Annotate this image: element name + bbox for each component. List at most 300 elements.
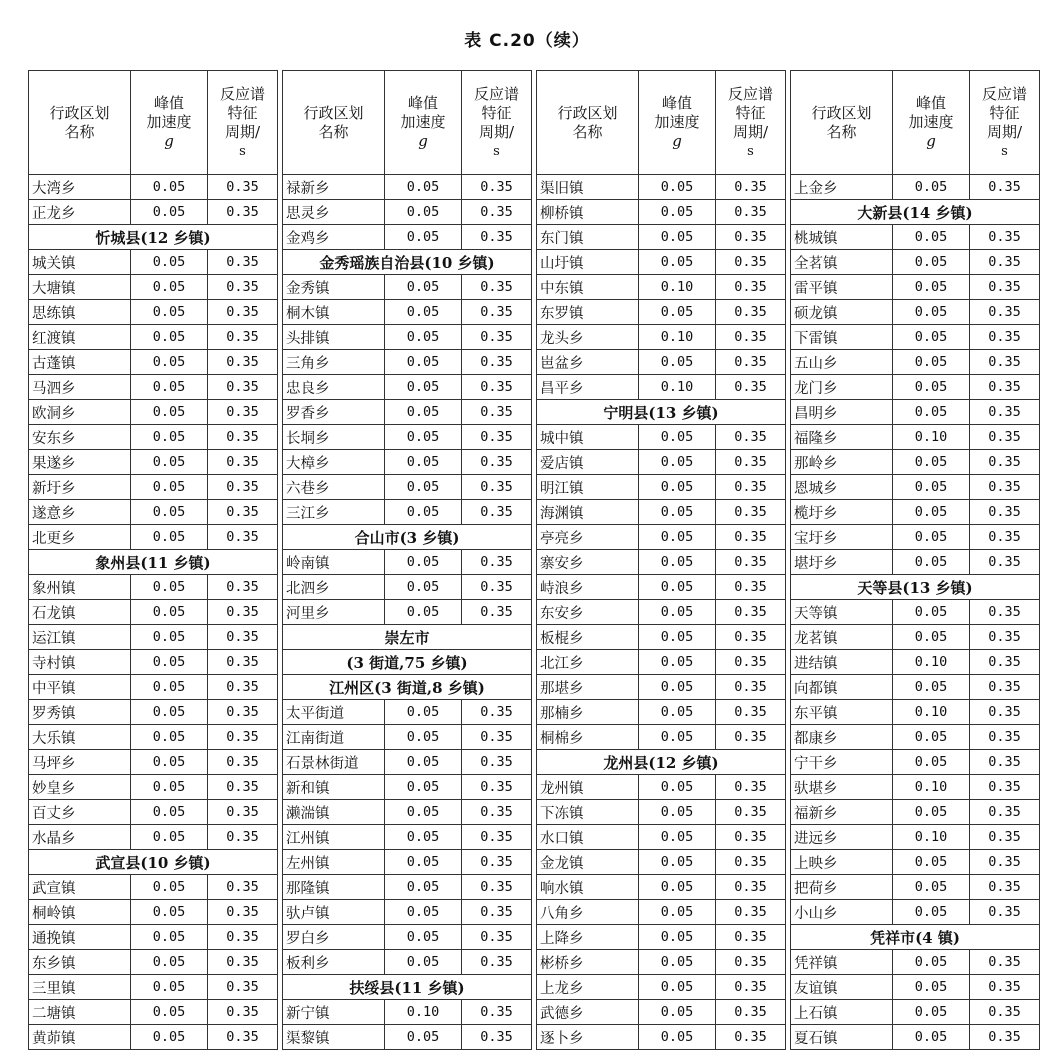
header-line: 名称: [572, 122, 603, 141]
peak-acceleration-value: 0.05: [893, 475, 970, 500]
region-name: 雷平镇: [791, 275, 893, 300]
peak-acceleration-value: 0.05: [385, 600, 462, 625]
characteristic-period-value: 0.35: [208, 1000, 278, 1025]
header-line: 反应谱: [727, 84, 773, 103]
header-region-name: [537, 71, 639, 175]
table-row: [29, 775, 278, 800]
peak-acceleration-value: 0.05: [893, 800, 970, 825]
peak-acceleration-value: 0.05: [385, 325, 462, 350]
peak-acceleration-value: 0.05: [385, 275, 462, 300]
region-name: 寨安乡: [537, 550, 639, 575]
peak-acceleration-value: 0.10: [893, 700, 970, 725]
table-row: [537, 825, 786, 850]
region-name: 东平镇: [791, 700, 893, 725]
peak-acceleration-value: 0.05: [385, 375, 462, 400]
region-name: 进远乡: [791, 825, 893, 850]
region-name: 大塘镇: [29, 275, 131, 300]
group-row: [283, 525, 532, 550]
characteristic-period-value: 0.35: [462, 775, 532, 800]
header-line: 反应谱: [473, 84, 519, 103]
peak-acceleration-value: 0.05: [131, 475, 208, 500]
characteristic-period-value: 0.35: [970, 525, 1040, 550]
characteristic-period-value: 0.35: [208, 700, 278, 725]
region-name: 硕龙镇: [791, 300, 893, 325]
peak-acceleration-value: 0.05: [893, 725, 970, 750]
table-row: [29, 650, 278, 675]
data-tables: [28, 70, 1036, 1046]
peak-acceleration-value: 0.05: [131, 325, 208, 350]
region-name: 思灵乡: [283, 200, 385, 225]
characteristic-period-value: 0.35: [970, 375, 1040, 400]
characteristic-period-value: 0.35: [970, 700, 1040, 725]
characteristic-period-value: 0.35: [208, 475, 278, 500]
characteristic-period-value: 0.35: [970, 350, 1040, 375]
table-row: [791, 1000, 1040, 1025]
region-name: 山圩镇: [537, 250, 639, 275]
table-row: [537, 500, 786, 525]
characteristic-period-value: 0.35: [970, 275, 1040, 300]
table-row: [29, 275, 278, 300]
peak-acceleration-value: 0.05: [131, 725, 208, 750]
peak-acceleration-value: 0.05: [893, 850, 970, 875]
region-name: 夏石镇: [791, 1025, 893, 1050]
characteristic-period-value: 0.35: [208, 600, 278, 625]
peak-acceleration-value: 0.05: [131, 575, 208, 600]
table-row: [791, 775, 1040, 800]
group-heading: 大新县(14 乡镇): [791, 200, 1040, 225]
characteristic-period-value: 0.35: [970, 225, 1040, 250]
table-body: [791, 175, 1040, 1050]
peak-acceleration-value: 0.05: [893, 275, 970, 300]
group-row: [29, 850, 278, 875]
characteristic-period-value: 0.35: [462, 400, 532, 425]
characteristic-period-value: 0.35: [716, 175, 786, 200]
region-name: 北泗乡: [283, 575, 385, 600]
table-row: [29, 600, 278, 625]
table-row: [537, 300, 786, 325]
header-line: 周期/: [478, 122, 515, 141]
characteristic-period-value: 0.35: [462, 475, 532, 500]
peak-acceleration-value: 0.05: [639, 975, 716, 1000]
characteristic-period-value: 0.35: [716, 550, 786, 575]
table-row: [283, 725, 532, 750]
group-row: [283, 975, 532, 1000]
characteristic-period-value: 0.35: [208, 625, 278, 650]
characteristic-period-value: 0.35: [716, 675, 786, 700]
peak-acceleration-value: 0.05: [131, 800, 208, 825]
region-name: 六巷乡: [283, 475, 385, 500]
region-table: [790, 70, 1040, 1050]
characteristic-period-value: 0.35: [208, 1025, 278, 1050]
characteristic-period-value: 0.35: [716, 625, 786, 650]
region-name: 柳桥镇: [537, 200, 639, 225]
table-row: [537, 425, 786, 450]
peak-acceleration-value: 0.05: [131, 425, 208, 450]
header-line: 行政区划: [811, 103, 872, 122]
peak-acceleration-value: 0.05: [385, 900, 462, 925]
table-row: [283, 500, 532, 525]
table-row: [537, 775, 786, 800]
header-line: 行政区划: [557, 103, 618, 122]
characteristic-period-value: 0.35: [716, 225, 786, 250]
table-row: [791, 275, 1040, 300]
characteristic-period-value: 0.35: [716, 700, 786, 725]
peak-acceleration-value: 0.05: [385, 775, 462, 800]
peak-acceleration-value: 0.05: [893, 875, 970, 900]
characteristic-period-value: 0.35: [462, 700, 532, 725]
region-name: 金鸡乡: [283, 225, 385, 250]
region-name: 河里乡: [283, 600, 385, 625]
table-row: [791, 425, 1040, 450]
group-row: [283, 675, 532, 700]
header-line: g: [926, 132, 936, 150]
region-name: 古蓬镇: [29, 350, 131, 375]
peak-acceleration-value: 0.10: [893, 825, 970, 850]
region-name: 驮卢镇: [283, 900, 385, 925]
header-line: 峰值: [407, 94, 438, 112]
table-row: [791, 325, 1040, 350]
group-row: [791, 575, 1040, 600]
peak-acceleration-value: 0.05: [639, 500, 716, 525]
region-name: 上金乡: [791, 175, 893, 200]
peak-acceleration-value: 0.05: [131, 250, 208, 275]
region-name: 金秀镇: [283, 275, 385, 300]
table-row: [283, 775, 532, 800]
peak-acceleration-value: 0.05: [639, 625, 716, 650]
characteristic-period-value: 0.35: [208, 950, 278, 975]
header-line: 特征: [227, 103, 258, 122]
peak-acceleration-value: 0.05: [385, 200, 462, 225]
table-row: [791, 650, 1040, 675]
peak-acceleration-value: 0.05: [131, 775, 208, 800]
table-row: [283, 400, 532, 425]
table-row: [29, 425, 278, 450]
table-row: [791, 875, 1040, 900]
peak-acceleration-value: 0.05: [385, 425, 462, 450]
characteristic-period-value: 0.35: [462, 450, 532, 475]
table-row: [791, 675, 1040, 700]
peak-acceleration-value: 0.10: [893, 775, 970, 800]
characteristic-period-value: 0.35: [970, 1025, 1040, 1050]
characteristic-period-value: 0.35: [716, 600, 786, 625]
group-heading: 宁明县(13 乡镇): [537, 400, 786, 425]
characteristic-period-value: 0.35: [716, 275, 786, 300]
characteristic-period-value: 0.35: [970, 900, 1040, 925]
characteristic-period-value: 0.35: [716, 825, 786, 850]
header-line: 行政区划: [303, 103, 364, 122]
characteristic-period-value: 0.35: [970, 950, 1040, 975]
characteristic-period-value: 0.35: [716, 300, 786, 325]
region-name: 五山乡: [791, 350, 893, 375]
table-row: [283, 1000, 532, 1025]
region-name: 向都镇: [791, 675, 893, 700]
characteristic-period-value: 0.35: [970, 750, 1040, 775]
region-name: 岜盆乡: [537, 350, 639, 375]
characteristic-period-value: 0.35: [970, 800, 1040, 825]
region-name: 黄茆镇: [29, 1025, 131, 1050]
table-body: [537, 175, 786, 1050]
characteristic-period-value: 0.35: [208, 450, 278, 475]
characteristic-period-value: 0.35: [208, 200, 278, 225]
characteristic-period-value: 0.35: [208, 650, 278, 675]
peak-acceleration-value: 0.10: [639, 375, 716, 400]
characteristic-period-value: 0.35: [716, 1000, 786, 1025]
characteristic-period-value: 0.35: [716, 575, 786, 600]
table-row: [537, 1025, 786, 1050]
region-name: 那堪乡: [537, 675, 639, 700]
characteristic-period-value: 0.35: [208, 375, 278, 400]
header-characteristic-period: [970, 71, 1040, 175]
characteristic-period-value: 0.35: [716, 800, 786, 825]
region-name: 龙头乡: [537, 325, 639, 350]
peak-acceleration-value: 0.05: [385, 850, 462, 875]
table-row: [537, 200, 786, 225]
characteristic-period-value: 0.35: [716, 775, 786, 800]
peak-acceleration-value: 0.05: [893, 975, 970, 1000]
region-name: 大樟乡: [283, 450, 385, 475]
peak-acceleration-value: 0.05: [893, 900, 970, 925]
characteristic-period-value: 0.35: [970, 250, 1040, 275]
header-line: 峰值: [661, 94, 692, 112]
characteristic-period-value: 0.35: [970, 825, 1040, 850]
characteristic-period-value: 0.35: [208, 350, 278, 375]
table-row: [283, 950, 532, 975]
characteristic-period-value: 0.35: [970, 775, 1040, 800]
characteristic-period-value: 0.35: [462, 900, 532, 925]
characteristic-period-value: 0.35: [462, 725, 532, 750]
table-row: [283, 300, 532, 325]
peak-acceleration-value: 0.05: [385, 175, 462, 200]
peak-acceleration-value: 0.05: [385, 725, 462, 750]
group-heading: 凭祥市(4 镇): [791, 925, 1040, 950]
table-row: [283, 200, 532, 225]
peak-acceleration-value: 0.05: [385, 750, 462, 775]
peak-acceleration-value: 0.05: [639, 700, 716, 725]
peak-acceleration-value: 0.05: [385, 700, 462, 725]
peak-acceleration-value: 0.05: [131, 875, 208, 900]
table-row: [29, 475, 278, 500]
peak-acceleration-value: 0.05: [385, 400, 462, 425]
region-name: 东安乡: [537, 600, 639, 625]
table-row: [283, 875, 532, 900]
characteristic-period-value: 0.35: [716, 325, 786, 350]
table-row: [537, 925, 786, 950]
region-name: 龙门乡: [791, 375, 893, 400]
header-line: s: [747, 143, 754, 159]
table-row: [29, 875, 278, 900]
characteristic-period-value: 0.35: [970, 400, 1040, 425]
region-name: 凭祥镇: [791, 950, 893, 975]
table-row: [791, 950, 1040, 975]
header-line: 周期/: [732, 122, 769, 141]
region-name: 榄圩乡: [791, 500, 893, 525]
characteristic-period-value: 0.35: [462, 325, 532, 350]
peak-acceleration-value: 0.05: [639, 425, 716, 450]
peak-acceleration-value: 0.05: [893, 450, 970, 475]
table-row: [537, 650, 786, 675]
characteristic-period-value: 0.35: [208, 500, 278, 525]
characteristic-period-value: 0.35: [462, 375, 532, 400]
region-name: 金龙镇: [537, 850, 639, 875]
page-title: 表 C.20（续）: [464, 31, 590, 51]
characteristic-period-value: 0.35: [462, 175, 532, 200]
region-name: 进结镇: [791, 650, 893, 675]
table-row: [791, 175, 1040, 200]
peak-acceleration-value: 0.05: [639, 675, 716, 700]
region-name: 头排镇: [283, 325, 385, 350]
characteristic-period-value: 0.35: [208, 275, 278, 300]
table-row: [29, 400, 278, 425]
characteristic-period-value: 0.35: [462, 200, 532, 225]
characteristic-period-value: 0.35: [970, 300, 1040, 325]
table-row: [283, 575, 532, 600]
peak-acceleration-value: 0.05: [385, 825, 462, 850]
characteristic-period-value: 0.35: [970, 975, 1040, 1000]
peak-acceleration-value: 0.05: [385, 925, 462, 950]
peak-acceleration-value: 0.05: [131, 200, 208, 225]
characteristic-period-value: 0.35: [716, 425, 786, 450]
region-name: 明江镇: [537, 475, 639, 500]
header-line: s: [1001, 143, 1008, 159]
table-row: [29, 1000, 278, 1025]
region-name: 三里镇: [29, 975, 131, 1000]
group-heading: 合山市(3 乡镇): [283, 525, 532, 550]
region-name: 桐木镇: [283, 300, 385, 325]
header-line: 峰值: [915, 94, 946, 112]
group-heading: 象州县(11 乡镇): [29, 550, 278, 575]
region-name: 马坪乡: [29, 750, 131, 775]
region-name: 板棍乡: [537, 625, 639, 650]
table-row: [29, 300, 278, 325]
characteristic-period-value: 0.35: [208, 750, 278, 775]
region-name: 运江镇: [29, 625, 131, 650]
characteristic-period-value: 0.35: [462, 300, 532, 325]
characteristic-period-value: 0.35: [208, 575, 278, 600]
table-row: [537, 625, 786, 650]
table-row: [791, 975, 1040, 1000]
characteristic-period-value: 0.35: [208, 400, 278, 425]
peak-acceleration-value: 0.05: [893, 950, 970, 975]
region-name: 那隆镇: [283, 875, 385, 900]
characteristic-period-value: 0.35: [716, 975, 786, 1000]
table-row: [29, 500, 278, 525]
group-row: [29, 225, 278, 250]
table-row: [537, 325, 786, 350]
table-row: [791, 500, 1040, 525]
region-name: 思练镇: [29, 300, 131, 325]
group-row: [283, 650, 532, 675]
peak-acceleration-value: 0.05: [385, 1025, 462, 1050]
table-row: [283, 225, 532, 250]
peak-acceleration-value: 0.10: [893, 650, 970, 675]
region-name: 北江乡: [537, 650, 639, 675]
table-row: [283, 825, 532, 850]
table-row: [791, 475, 1040, 500]
characteristic-period-value: 0.35: [970, 675, 1040, 700]
header-line: 周期/: [986, 122, 1023, 141]
table-row: [29, 325, 278, 350]
characteristic-period-value: 0.35: [970, 425, 1040, 450]
peak-acceleration-value: 0.10: [639, 275, 716, 300]
peak-acceleration-value: 0.10: [893, 425, 970, 450]
region-name: 罗秀镇: [29, 700, 131, 725]
region-name: 武宣镇: [29, 875, 131, 900]
table-row: [537, 600, 786, 625]
group-heading: 金秀瑶族自治县(10 乡镇): [283, 250, 532, 275]
group-heading: 江州区(3 街道,8 乡镇): [283, 675, 532, 700]
region-name: 太平街道: [283, 700, 385, 725]
table-row: [537, 1000, 786, 1025]
header-line: s: [493, 143, 500, 159]
peak-acceleration-value: 0.05: [385, 800, 462, 825]
region-name: 昌平乡: [537, 375, 639, 400]
table-row: [283, 175, 532, 200]
characteristic-period-value: 0.35: [462, 500, 532, 525]
peak-acceleration-value: 0.05: [639, 925, 716, 950]
characteristic-period-value: 0.35: [462, 1025, 532, 1050]
peak-acceleration-value: 0.05: [639, 525, 716, 550]
group-row: [537, 750, 786, 775]
table-row: [29, 750, 278, 775]
characteristic-period-value: 0.35: [208, 775, 278, 800]
characteristic-period-value: 0.35: [970, 475, 1040, 500]
peak-acceleration-value: 0.05: [893, 600, 970, 625]
header-line: 行政区划: [49, 103, 110, 122]
table-row: [283, 900, 532, 925]
characteristic-period-value: 0.35: [208, 675, 278, 700]
peak-acceleration-value: 0.05: [131, 750, 208, 775]
region-name: 果遂乡: [29, 450, 131, 475]
table-row: [537, 350, 786, 375]
region-name: 宝圩乡: [791, 525, 893, 550]
table-row: [537, 375, 786, 400]
table-row: [537, 225, 786, 250]
characteristic-period-value: 0.35: [462, 825, 532, 850]
peak-acceleration-value: 0.05: [131, 1000, 208, 1025]
table-row: [283, 700, 532, 725]
region-name: 江州镇: [283, 825, 385, 850]
group-row: [791, 200, 1040, 225]
group-heading: 武宣县(10 乡镇): [29, 850, 278, 875]
region-name: 渠旧镇: [537, 175, 639, 200]
characteristic-period-value: 0.35: [716, 525, 786, 550]
peak-acceleration-value: 0.05: [639, 800, 716, 825]
region-name: 板利乡: [283, 950, 385, 975]
region-name: 昌明乡: [791, 400, 893, 425]
characteristic-period-value: 0.35: [970, 1000, 1040, 1025]
peak-acceleration-value: 0.05: [131, 700, 208, 725]
header-peak-acceleration: [893, 71, 970, 175]
region-name: 象州镇: [29, 575, 131, 600]
table-row: [791, 900, 1040, 925]
table-row: [791, 525, 1040, 550]
region-name: 龙茗镇: [791, 625, 893, 650]
characteristic-period-value: 0.35: [208, 425, 278, 450]
characteristic-period-value: 0.35: [208, 325, 278, 350]
table-row: [29, 350, 278, 375]
peak-acceleration-value: 0.05: [639, 225, 716, 250]
peak-acceleration-value: 0.05: [639, 825, 716, 850]
header-line: g: [164, 132, 174, 150]
table-body: [283, 175, 532, 1050]
table-row: [29, 700, 278, 725]
header-peak-acceleration: [639, 71, 716, 175]
region-name: 寺村镇: [29, 650, 131, 675]
region-name: 上龙乡: [537, 975, 639, 1000]
region-name: 驮堪乡: [791, 775, 893, 800]
table-row: [537, 950, 786, 975]
peak-acceleration-value: 0.05: [639, 850, 716, 875]
